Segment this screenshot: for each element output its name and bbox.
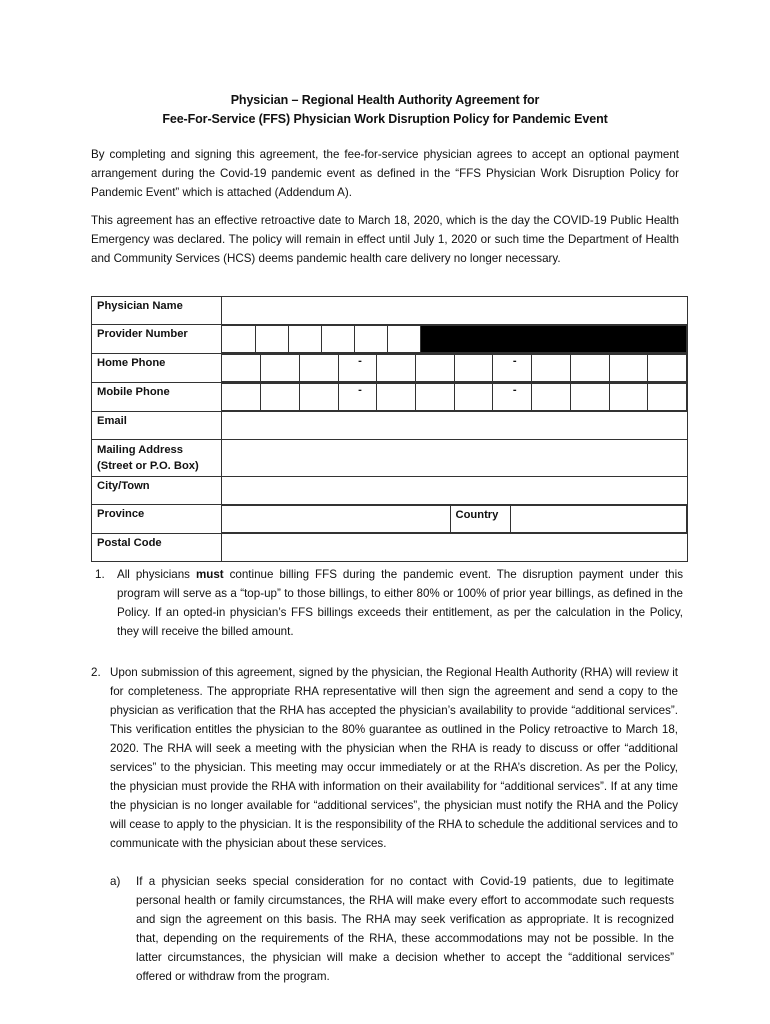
provider-digit-box[interactable] bbox=[288, 326, 321, 353]
phone-digit-box[interactable] bbox=[570, 384, 609, 411]
provider-digit-box[interactable] bbox=[354, 326, 387, 353]
email-label: Email bbox=[92, 412, 222, 440]
phone-digit-box[interactable] bbox=[648, 355, 687, 382]
phone-digit-box[interactable] bbox=[261, 355, 300, 382]
province-country-row bbox=[222, 505, 688, 534]
item-1-text-end: continue billing FFS during the pandemic event. The disruption payment under this program will serve as a “top-up” to those billings, to either 80% or 100% of prior year billings, as defined in the Policy. If an opted-in physician’s FFS billings exceeds their entitlement, as per the calculation in the Policy, they will receive the billed amount. bbox=[117, 568, 683, 638]
phone-digit-box[interactable] bbox=[570, 355, 609, 382]
blacked-out-area bbox=[420, 326, 687, 353]
mailing-address-field[interactable] bbox=[222, 440, 688, 477]
phone-digit-box[interactable] bbox=[416, 384, 455, 411]
item-2a-letter: a) bbox=[110, 875, 121, 888]
title-line-2: Fee-For-Service (FFS) Physician Work Disruption Policy for Pandemic Event bbox=[162, 112, 608, 126]
phone-separator: - bbox=[338, 384, 377, 411]
phone-digit-box[interactable] bbox=[299, 384, 338, 411]
provider-digit-box[interactable] bbox=[255, 326, 288, 353]
phone-digit-box[interactable] bbox=[261, 384, 300, 411]
postal-code-label: Postal Code bbox=[92, 534, 222, 562]
item-2a-text: If a physician seeks special consideration for no contact with Covid-19 patients, due to legitimate personal health or family circumstances, the RHA will make every effort to accommodate such requests and sign the agreement on this basis. The RHA may seek verification as appropriate. It is recognized that, depending on the requirements of the RHA, these accommodations may not be possible. In the latter circumstances, the physician will make a decision whether to accept the “additional services” offered or withdraw from the program. bbox=[136, 875, 674, 983]
phone-separator: - bbox=[338, 355, 377, 382]
phone-separator: - bbox=[493, 355, 532, 382]
mobile-phone-field[interactable] bbox=[222, 383, 688, 412]
item-1-text bbox=[117, 565, 683, 641]
phone-digit-box[interactable] bbox=[532, 355, 571, 382]
mailing-address-label: Mailing Address (Street or P.O. Box) bbox=[92, 440, 222, 477]
provider-digit-box[interactable] bbox=[321, 326, 354, 353]
home-phone-field[interactable] bbox=[222, 354, 688, 383]
physician-info-form bbox=[91, 296, 688, 562]
phone-digit-box[interactable] bbox=[416, 355, 455, 382]
intro-paragraph-2: This agreement has an effective retroactive date to March 18, 2020, which is the day the COVID-19 Public Health Emergency was declared. The policy will remain in effect until July 1, 2020 or such time the Department of Health and Community Services (HCS) deems pandemic health care delivery no longer necessary. bbox=[91, 214, 679, 265]
item-1-text-start: All physicians bbox=[117, 568, 196, 581]
country-label: Country bbox=[450, 506, 510, 533]
phone-digit-box[interactable] bbox=[532, 384, 571, 411]
home-phone-label: Home Phone bbox=[92, 354, 222, 383]
phone-digit-box[interactable] bbox=[377, 355, 416, 382]
phone-digit-box[interactable] bbox=[454, 355, 493, 382]
phone-digit-box[interactable] bbox=[454, 384, 493, 411]
title-line-1: Physician – Regional Health Authority Agreement for bbox=[230, 93, 540, 107]
phone-digit-box[interactable] bbox=[222, 355, 261, 382]
postal-code-field[interactable] bbox=[222, 534, 688, 562]
phone-digit-box[interactable] bbox=[609, 384, 648, 411]
item-2-number: 2. bbox=[91, 666, 101, 679]
city-town-label: City/Town bbox=[92, 477, 222, 505]
city-town-field[interactable] bbox=[222, 477, 688, 505]
item-1-emphasis: must bbox=[195, 568, 224, 581]
phone-digit-box[interactable] bbox=[648, 384, 687, 411]
provider-number-field[interactable] bbox=[222, 325, 688, 354]
phone-digit-box[interactable] bbox=[222, 384, 261, 411]
province-label: Province bbox=[92, 505, 222, 534]
country-field[interactable] bbox=[510, 506, 687, 533]
provider-digit-box[interactable] bbox=[387, 326, 420, 353]
item-2-text: Upon submission of this agreement, signed by the physician, the Regional Health Authority (RHA) will review it for completeness. The appropriate RHA representative will then sign the agreement and send a copy to the physician as verification that the RHA has accepted the physician’s availability to provide “additional services”. This verification entitles the physician to the 80% guarantee as outlined in the Policy retroactive to March 18, 2020. The RHA will seek a meeting with the physician when the RHA is ready to discuss or offer “additional services” to the physician. This meeting may occur immediately or at the RHA’s discretion. As per the Policy, the physician must provide the RHA with information on their availability for “additional services”. If at any time the physician is no longer available for “additional services”, the physician must notify the RHA and the Policy will cease to apply to the physician. It is the responsibility of the RHA to schedule the additional services and to communicate with the physician about these services. bbox=[110, 666, 678, 850]
provider-digit-box[interactable] bbox=[222, 326, 255, 353]
email-field[interactable] bbox=[222, 412, 688, 440]
item-1-number: 1. bbox=[95, 568, 105, 581]
phone-digit-box[interactable] bbox=[377, 384, 416, 411]
phone-digit-box[interactable] bbox=[609, 355, 648, 382]
provider-number-label: Provider Number bbox=[92, 325, 222, 354]
province-field[interactable] bbox=[222, 506, 450, 533]
intro-paragraph-1: By completing and signing this agreement, the fee-for-service physician agrees to accept an optional payment arrangement during the Covid-19 pandemic event as defined in the “FFS Physician Work Disruption Policy for Pandemic Event” which is attached (Addendum A). bbox=[91, 148, 679, 199]
mobile-phone-label: Mobile Phone bbox=[92, 383, 222, 412]
phone-digit-box[interactable] bbox=[299, 355, 338, 382]
phone-separator: - bbox=[493, 384, 532, 411]
physician-name-label: Physician Name bbox=[92, 297, 222, 325]
physician-name-field[interactable] bbox=[222, 297, 688, 325]
